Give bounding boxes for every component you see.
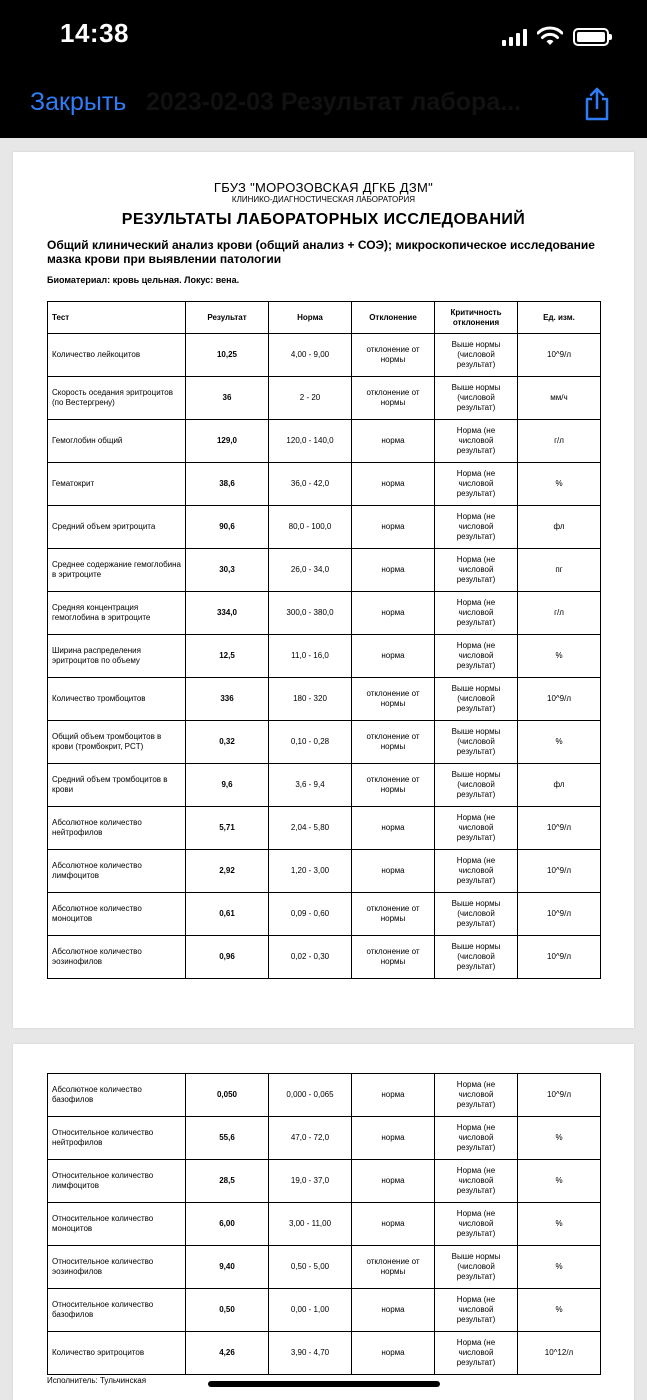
cell-unit: 10^9/л [518, 334, 601, 377]
executor: Исполнитель: Тульчинская [47, 1376, 147, 1385]
table-row [48, 420, 601, 463]
column-header-unit: Ед. изм. [518, 302, 601, 334]
table-row [48, 1074, 601, 1117]
laboratory-name: КЛИНИКО-ДИАГНОСТИЧЕСКАЯ ЛАБОРАТОРИЯ [231, 195, 416, 204]
cell-result: 0,32 [186, 721, 269, 764]
cell-test: Гемоглобин общий [48, 420, 186, 463]
cell-unit: % [518, 1246, 601, 1289]
table-row [48, 506, 601, 549]
cell-deviation: норма [352, 463, 435, 506]
cell-result: 10,25 [186, 334, 269, 377]
table-header [48, 302, 601, 334]
table-row [48, 721, 601, 764]
cell-test: Гематокрит [48, 463, 186, 506]
cell-criticality: Выше нормы (числовой результат) [435, 1246, 518, 1289]
table-row [48, 592, 601, 635]
cell-deviation: норма [352, 506, 435, 549]
cell-norm: 36,0 - 42,0 [269, 463, 352, 506]
cell-test: Абсолютное количество лимфоцитов [48, 850, 186, 893]
cell-deviation: отклонение от нормы [352, 764, 435, 807]
cell-result: 0,050 [186, 1074, 269, 1117]
cell-deviation: норма [352, 1203, 435, 1246]
cell-result: 334,0 [186, 592, 269, 635]
cell-criticality: Норма (не числовой результат) [435, 549, 518, 592]
cell-test: Количество эритроцитов [48, 1332, 186, 1375]
cell-norm: 0,02 - 0,30 [269, 936, 352, 979]
cell-test: Количество тромбоцитов [48, 678, 186, 721]
cell-criticality: Норма (не числовой результат) [435, 1160, 518, 1203]
cell-norm: 3,00 - 11,00 [269, 1203, 352, 1246]
table-row [48, 377, 601, 420]
cell-criticality: Норма (не числовой результат) [435, 807, 518, 850]
cell-criticality: Норма (не числовой результат) [435, 1203, 518, 1246]
table-row [48, 936, 601, 979]
cell-test: Средняя концентрация гемоглобина в эритроците [48, 592, 186, 635]
cell-deviation: норма [352, 1074, 435, 1117]
column-header-test: Тест [48, 302, 186, 334]
cell-deviation: норма [352, 807, 435, 850]
cell-norm: 47,0 - 72,0 [269, 1117, 352, 1160]
cell-deviation: норма [352, 592, 435, 635]
cell-unit: 10^9/л [518, 850, 601, 893]
top-bar [0, 0, 647, 138]
cell-result: 28,5 [186, 1160, 269, 1203]
cell-test: Относительное количество базофилов [48, 1289, 186, 1332]
cell-criticality: Выше нормы (числовой результат) [435, 678, 518, 721]
battery-icon [573, 28, 609, 46]
table-row [48, 334, 601, 377]
cell-test: Абсолютное количество базофилов [48, 1074, 186, 1117]
cell-deviation: норма [352, 1160, 435, 1203]
cell-norm: 180 - 320 [269, 678, 352, 721]
cell-norm: 0,09 - 0,60 [269, 893, 352, 936]
table-row [48, 635, 601, 678]
cell-norm: 300,0 - 380,0 [269, 592, 352, 635]
table-row [48, 764, 601, 807]
cell-norm: 0,50 - 5,00 [269, 1246, 352, 1289]
cell-deviation: норма [352, 1289, 435, 1332]
table-row [48, 1117, 601, 1160]
cell-result: 9,40 [186, 1246, 269, 1289]
cell-result: 0,50 [186, 1289, 269, 1332]
cell-norm: 1,20 - 3,00 [269, 850, 352, 893]
cell-criticality: Норма (не числовой результат) [435, 1074, 518, 1117]
cell-result: 0,96 [186, 936, 269, 979]
document-title: 2023-02-03 Результат лабора... [146, 88, 522, 116]
cell-deviation: отклонение от нормы [352, 334, 435, 377]
table-row [48, 1332, 601, 1375]
column-header-criticality: Критичность отклонения [435, 302, 518, 334]
cell-unit: % [518, 1203, 601, 1246]
cell-norm: 2 - 20 [269, 377, 352, 420]
table-row [48, 1160, 601, 1203]
cell-unit: 10^12/л [518, 1332, 601, 1375]
column-header-norm: Норма [269, 302, 352, 334]
report-title: РЕЗУЛЬТАТЫ ЛАБОРАТОРНЫХ ИССЛЕДОВАНИЙ [121, 211, 526, 228]
biomaterial: Биоматериал: кровь цельная. Локус: вена. [47, 275, 240, 285]
wifi-icon [537, 26, 563, 46]
table-row [48, 549, 601, 592]
cell-result: 55,6 [186, 1117, 269, 1160]
cell-test: Относительное количество нейтрофилов [48, 1117, 186, 1160]
cell-test: Абсолютное количество нейтрофилов [48, 807, 186, 850]
cell-deviation: отклонение от нормы [352, 721, 435, 764]
cell-test: Средний объем тромбоцитов в крови [48, 764, 186, 807]
cell-unit: 10^9/л [518, 936, 601, 979]
cell-criticality: Норма (не числовой результат) [435, 850, 518, 893]
cell-deviation: отклонение от нормы [352, 377, 435, 420]
cell-norm: 0,000 - 0,065 [269, 1074, 352, 1117]
cell-result: 0,61 [186, 893, 269, 936]
cell-deviation: норма [352, 549, 435, 592]
cell-unit: фл [518, 506, 601, 549]
cell-deviation: норма [352, 420, 435, 463]
table-row [48, 850, 601, 893]
table-row [48, 893, 601, 936]
cell-result: 30,3 [186, 549, 269, 592]
table-row [48, 463, 601, 506]
table-row [48, 1289, 601, 1332]
analysis-name: Общий клинический анализ крови (общий анализ + СОЭ); микроскопическое исследование мазка крови при выявлении патологии [47, 238, 595, 266]
pdf-page-2 [13, 1044, 634, 1400]
cell-result: 6,00 [186, 1203, 269, 1246]
cell-criticality: Выше нормы (числовой результат) [435, 377, 518, 420]
cell-criticality: Выше нормы (числовой результат) [435, 721, 518, 764]
cell-test: Общий объем тромбоцитов в крови (тромбокрит, PCT) [48, 721, 186, 764]
share-icon[interactable] [582, 86, 612, 122]
cell-criticality: Выше нормы (числовой результат) [435, 936, 518, 979]
cell-criticality: Выше нормы (числовой результат) [435, 334, 518, 377]
cell-result: 2,92 [186, 850, 269, 893]
cell-test: Относительное количество эозинофилов [48, 1246, 186, 1289]
cell-test: Средний объем эритроцита [48, 506, 186, 549]
cell-norm: 11,0 - 16,0 [269, 635, 352, 678]
cell-norm: 3,90 - 4,70 [269, 1332, 352, 1375]
cell-deviation: отклонение от нормы [352, 936, 435, 979]
cell-norm: 0,00 - 1,00 [269, 1289, 352, 1332]
home-indicator [208, 1381, 440, 1387]
cell-unit: % [518, 721, 601, 764]
cell-criticality: Норма (не числовой результат) [435, 1332, 518, 1375]
cell-unit: мм/ч [518, 377, 601, 420]
cellular-signal-icon [502, 28, 527, 46]
table-row [48, 678, 601, 721]
cell-criticality: Норма (не числовой результат) [435, 1289, 518, 1332]
cell-result: 336 [186, 678, 269, 721]
cell-result: 5,71 [186, 807, 269, 850]
organization-name: ГБУЗ "МОРОЗОВСКАЯ ДГКБ ДЗМ" [213, 180, 434, 195]
cell-criticality: Норма (не числовой результат) [435, 592, 518, 635]
status-time: 14:38 [60, 18, 129, 48]
cell-criticality: Норма (не числовой результат) [435, 420, 518, 463]
cell-deviation: отклонение от нормы [352, 893, 435, 936]
cell-deviation: отклонение от нормы [352, 1246, 435, 1289]
cell-unit: 10^9/л [518, 678, 601, 721]
cell-result: 4,26 [186, 1332, 269, 1375]
cell-unit: 10^9/л [518, 1074, 601, 1117]
cell-deviation: норма [352, 850, 435, 893]
cell-criticality: Норма (не числовой результат) [435, 635, 518, 678]
column-header-deviation: Отклонение [352, 302, 435, 334]
cell-result: 90,6 [186, 506, 269, 549]
results-table-continued [47, 1073, 601, 1375]
cell-norm: 3,6 - 9,4 [269, 764, 352, 807]
table-row [48, 1203, 601, 1246]
cell-test: Относительное количество лимфоцитов [48, 1160, 186, 1203]
cell-unit: 10^9/л [518, 807, 601, 850]
cell-unit: фл [518, 764, 601, 807]
cell-unit: г/л [518, 420, 601, 463]
cell-unit: % [518, 1289, 601, 1332]
cell-result: 12,5 [186, 635, 269, 678]
cell-norm: 120,0 - 140,0 [269, 420, 352, 463]
cell-norm: 4,00 - 9,00 [269, 334, 352, 377]
cell-unit: 10^9/л [518, 893, 601, 936]
cell-deviation: норма [352, 635, 435, 678]
cell-test: Ширина распределения эритроцитов по объему [48, 635, 186, 678]
cell-unit: % [518, 1160, 601, 1203]
cell-criticality: Выше нормы (числовой результат) [435, 893, 518, 936]
cell-criticality: Выше нормы (числовой результат) [435, 764, 518, 807]
cell-deviation: норма [352, 1332, 435, 1375]
cell-result: 129,0 [186, 420, 269, 463]
cell-norm: 2,04 - 5,80 [269, 807, 352, 850]
results-table-body-continued [48, 1074, 601, 1375]
cell-norm: 80,0 - 100,0 [269, 506, 352, 549]
cell-test: Абсолютное количество эозинофилов [48, 936, 186, 979]
cell-test: Абсолютное количество моноцитов [48, 893, 186, 936]
table-row [48, 1246, 601, 1289]
cell-result: 9,6 [186, 764, 269, 807]
cell-test: Среднее содержание гемоглобина в эритроците [48, 549, 186, 592]
cell-unit: % [518, 635, 601, 678]
close-button[interactable]: Закрыть [30, 88, 127, 116]
cell-test: Количество лейкоцитов [48, 334, 186, 377]
column-header-result: Результат [186, 302, 269, 334]
cell-test: Относительное количество моноцитов [48, 1203, 186, 1246]
cell-test: Скорость оседания эритроцитов (по Вестергрену) [48, 377, 186, 420]
cell-criticality: Норма (не числовой результат) [435, 463, 518, 506]
cell-norm: 26,0 - 34,0 [269, 549, 352, 592]
cell-unit: % [518, 463, 601, 506]
results-table-body [48, 334, 601, 979]
cell-norm: 19,0 - 37,0 [269, 1160, 352, 1203]
cell-result: 38,6 [186, 463, 269, 506]
cell-unit: пг [518, 549, 601, 592]
table-row [48, 807, 601, 850]
cell-deviation: отклонение от нормы [352, 678, 435, 721]
pdf-page-1 [13, 152, 634, 1028]
status-icons [502, 26, 609, 46]
cell-criticality: Норма (не числовой результат) [435, 506, 518, 549]
cell-criticality: Норма (не числовой результат) [435, 1117, 518, 1160]
cell-unit: % [518, 1117, 601, 1160]
results-table [47, 301, 601, 979]
cell-deviation: норма [352, 1117, 435, 1160]
cell-result: 36 [186, 377, 269, 420]
cell-unit: г/л [518, 592, 601, 635]
cell-norm: 0,10 - 0,28 [269, 721, 352, 764]
